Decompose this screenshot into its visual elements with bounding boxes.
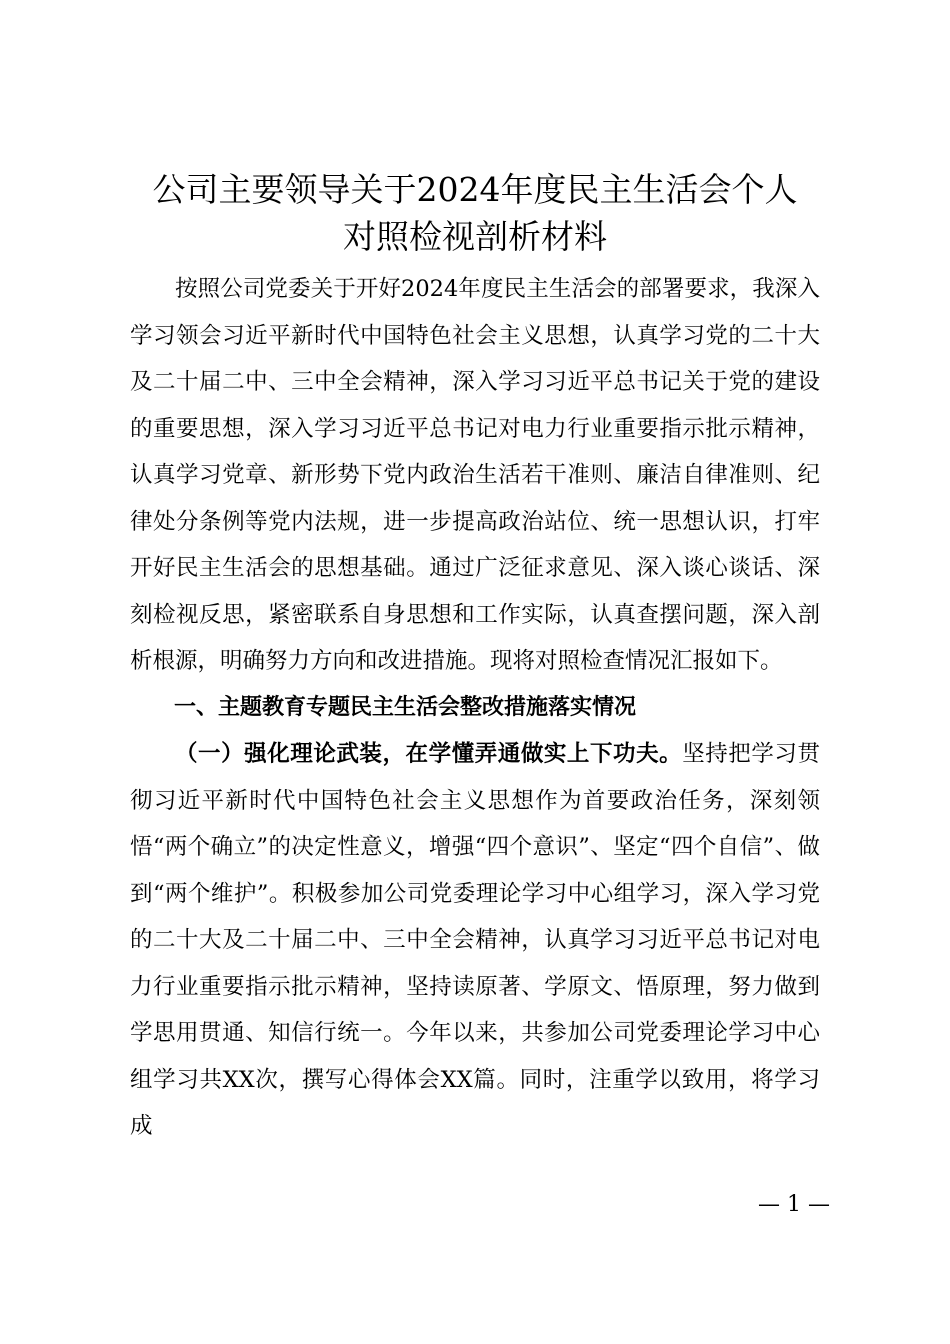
- section-1-heading: 一、主题教育专题民主生活会整改措施落实情况: [174, 694, 637, 720]
- title-line-1: 公司主要领导关于2024年度民主生活会个人: [152, 170, 798, 209]
- subsection-1-paragraph: [130, 731, 820, 1150]
- document-body: [130, 266, 820, 1150]
- document-title: [130, 166, 820, 260]
- intro-paragraph: 按照公司党委关于开好2024年度民主生活会的部署要求，我深入学习领会习近平新时代中国特色社会主义思想，认真学习党的二十大及二十届二中、三中全会精神，深入学习习近平总书记关于党的建设的重要思想，深入学习习近平总书记对电力行业重要指示批示精神，认真学习党章、新形势下党内政治生活若干准则、廉洁自律准则、纪律处分条例等党内法规，进一步提高政治站位、统一思想认识，打牢开好民主生活会的思想基础。通过广泛征求意见、深入谈心谈话、深刻检视反思，紧密联系自身思想和工作实际，认真查摆问题，深入剖析根源，明确努力方向和改进措施。现将对照检查情况汇报如下。: [130, 276, 820, 674]
- page-number: — 1 —: [758, 1192, 830, 1217]
- subsection-1-text: 坚持把学习贯彻习近平新时代中国特色社会主义思想作为首要政治任务，深刻领悟“两个确立”的决定性意义，增强“四个意识”、坚定“四个自信”、做到“两个维护”。积极参加公司党委理论学习中心组学习，深入学习党的二十大及二十届二中、三中全会精神，认真学习习近平总书记对电力行业重要指示批示精神，坚持读原著、学原文、悟原理，努力做到学思用贯通、知信行统一。今年以来，共参加公司党委理论学习中心组学习共XX次，撰写心得体会XX篇。同时，注重学以致用，将学习成: [130, 741, 820, 1139]
- subsection-1-heading: （一）强化理论武装，在学懂弄通做实上下功夫。: [175, 741, 683, 767]
- title-line-2: 对照检视剖析材料: [343, 217, 607, 256]
